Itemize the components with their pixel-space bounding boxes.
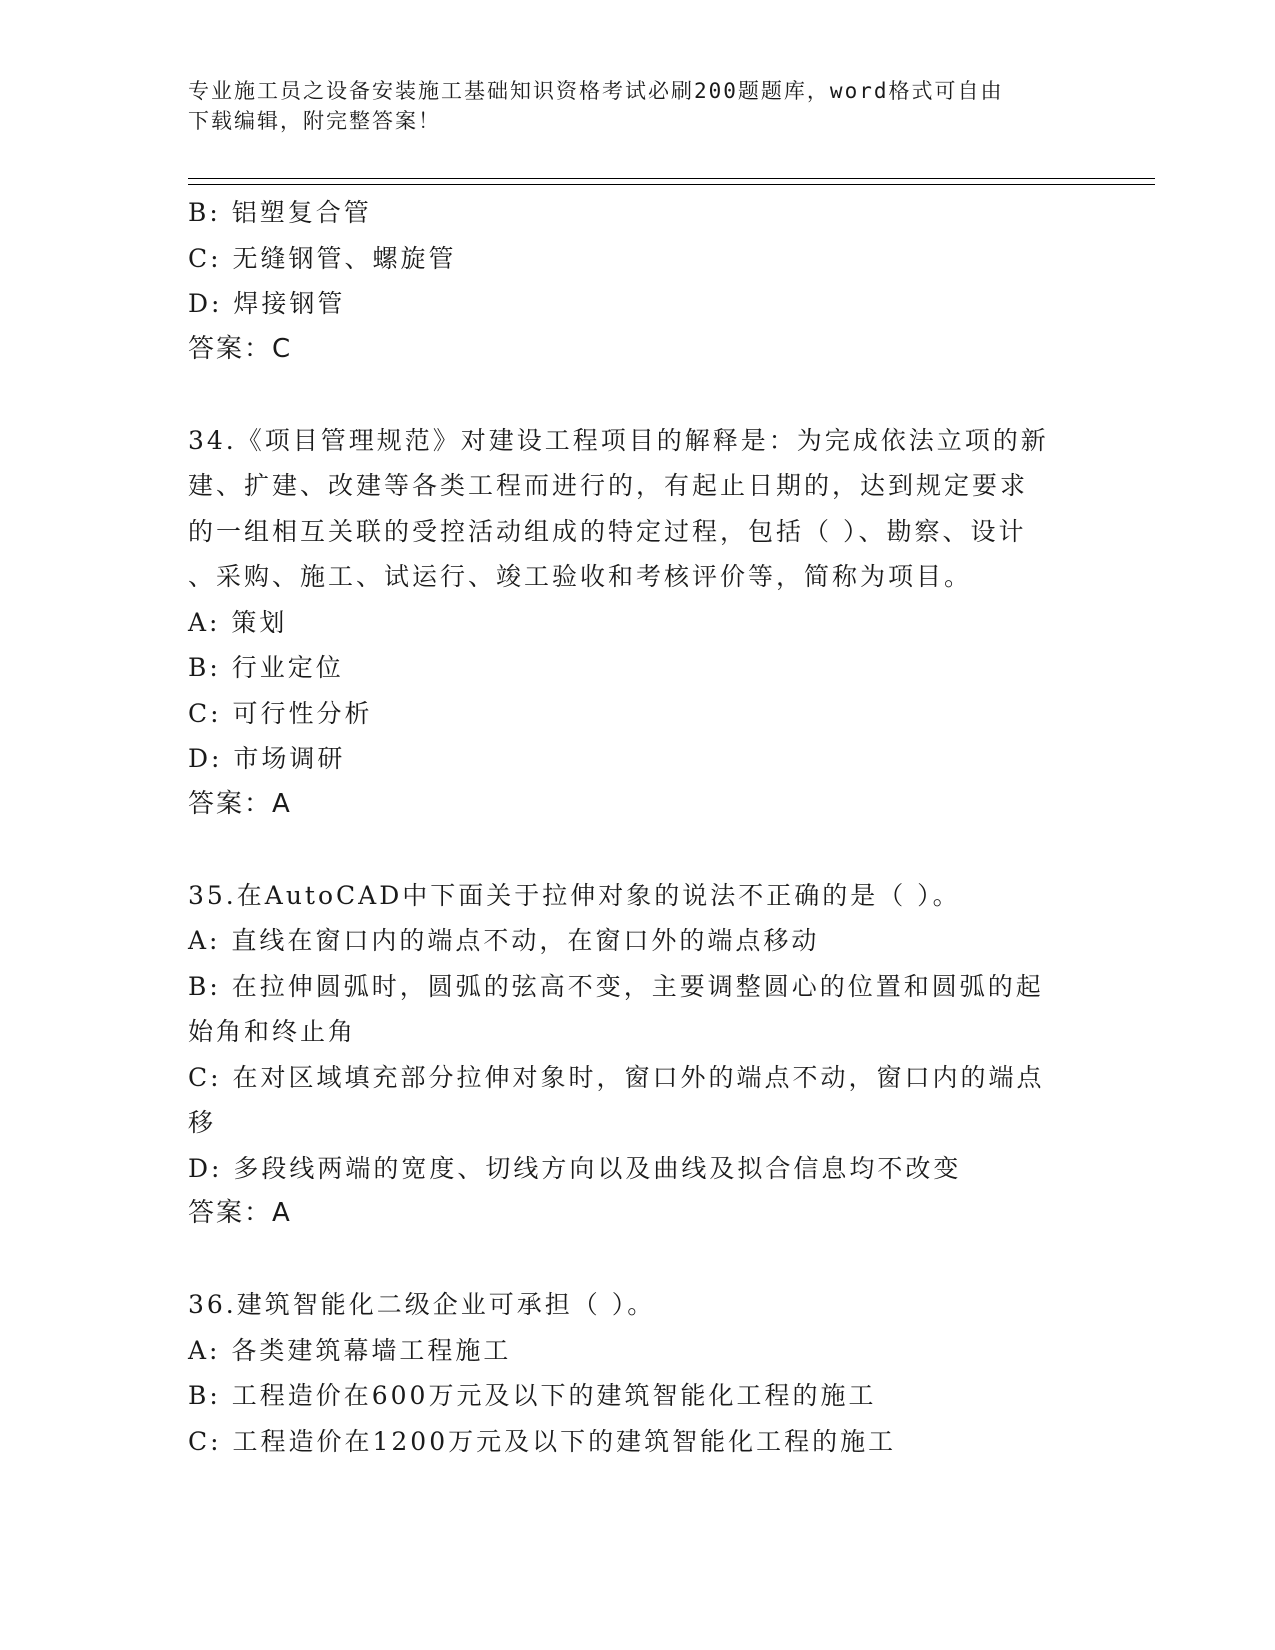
header-line-2: 下载编辑，附完整答案！: [188, 109, 441, 133]
option-d: D: 多段线两端的宽度、切线方向以及曲线及拟合信息均不改变: [188, 1153, 962, 1183]
header-divider-thick: [188, 184, 1155, 185]
option-c-line-2: 移: [188, 1108, 217, 1137]
option-b-line-1: B: 在拉伸圆弧时，圆弧的弦高不变，主要调整圆心的位置和圆弧的起: [188, 971, 1044, 1001]
answer: 答案：C: [188, 333, 293, 364]
spacer: [188, 1237, 1088, 1283]
question-36: [188, 1282, 1088, 1464]
question-content: [188, 190, 1088, 1464]
option-b: B: 行业定位: [188, 653, 344, 682]
option-c: C: 可行性分析: [188, 698, 373, 728]
answer: 答案：A: [188, 1198, 292, 1228]
option-c: C: 工程造价在1200万元及以下的建筑智能化工程的施工: [188, 1426, 897, 1456]
question-35: [188, 873, 1088, 1237]
header-line-1: 专业施工员之设备安装施工基础知识资格考试必刷200题题库，word格式可自由: [188, 79, 1004, 103]
option-c: C: 无缝钢管、螺旋管: [188, 243, 457, 273]
question-text-line: 、采购、施工、试运行、竣工验收和考核评价等，简称为项目。: [188, 562, 973, 591]
option-a: A: 策划: [188, 607, 288, 637]
option-d: D: 焊接钢管: [188, 289, 346, 318]
question-text-line: 36.建筑智能化二级企业可承担（ ）。: [188, 1290, 656, 1319]
option-c-line-1: C: 在对区域填充部分拉伸对象时，窗口外的端点不动，窗口内的端点: [188, 1062, 1045, 1092]
option-a: A: 直线在窗口内的端点不动，在窗口外的端点移动: [188, 926, 820, 955]
spacer: [188, 372, 1088, 418]
question-text-line: 35.在AutoCAD中下面关于拉伸对象的说法不正确的是（ ）。: [188, 880, 961, 910]
header-divider-thin: [188, 178, 1155, 179]
answer: 答案：A: [188, 788, 292, 819]
document-header: [188, 76, 1068, 136]
spacer: [188, 827, 1088, 873]
question-text-line: 的一组相互关联的受控活动组成的特定过程，包括（ ）、勘察、设计: [188, 516, 1027, 546]
option-b: B: 铝塑复合管: [188, 198, 372, 227]
question-34: [188, 418, 1088, 828]
option-d: D: 市场调研: [188, 744, 346, 773]
question-text-line: 建、扩建、改建等各类工程而进行的，有起止日期的，达到规定要求: [188, 471, 1029, 500]
option-a: A: 各类建筑幕墙工程施工: [188, 1335, 512, 1365]
question-text-line: 34.《项目管理规范》对建设工程项目的解释是：为完成依法立项的新: [188, 425, 1049, 455]
option-b: B: 工程造价在600万元及以下的建筑智能化工程的施工: [188, 1381, 877, 1410]
option-b-line-2: 始角和终止角: [188, 1017, 357, 1046]
question-33-tail: [188, 190, 1088, 372]
